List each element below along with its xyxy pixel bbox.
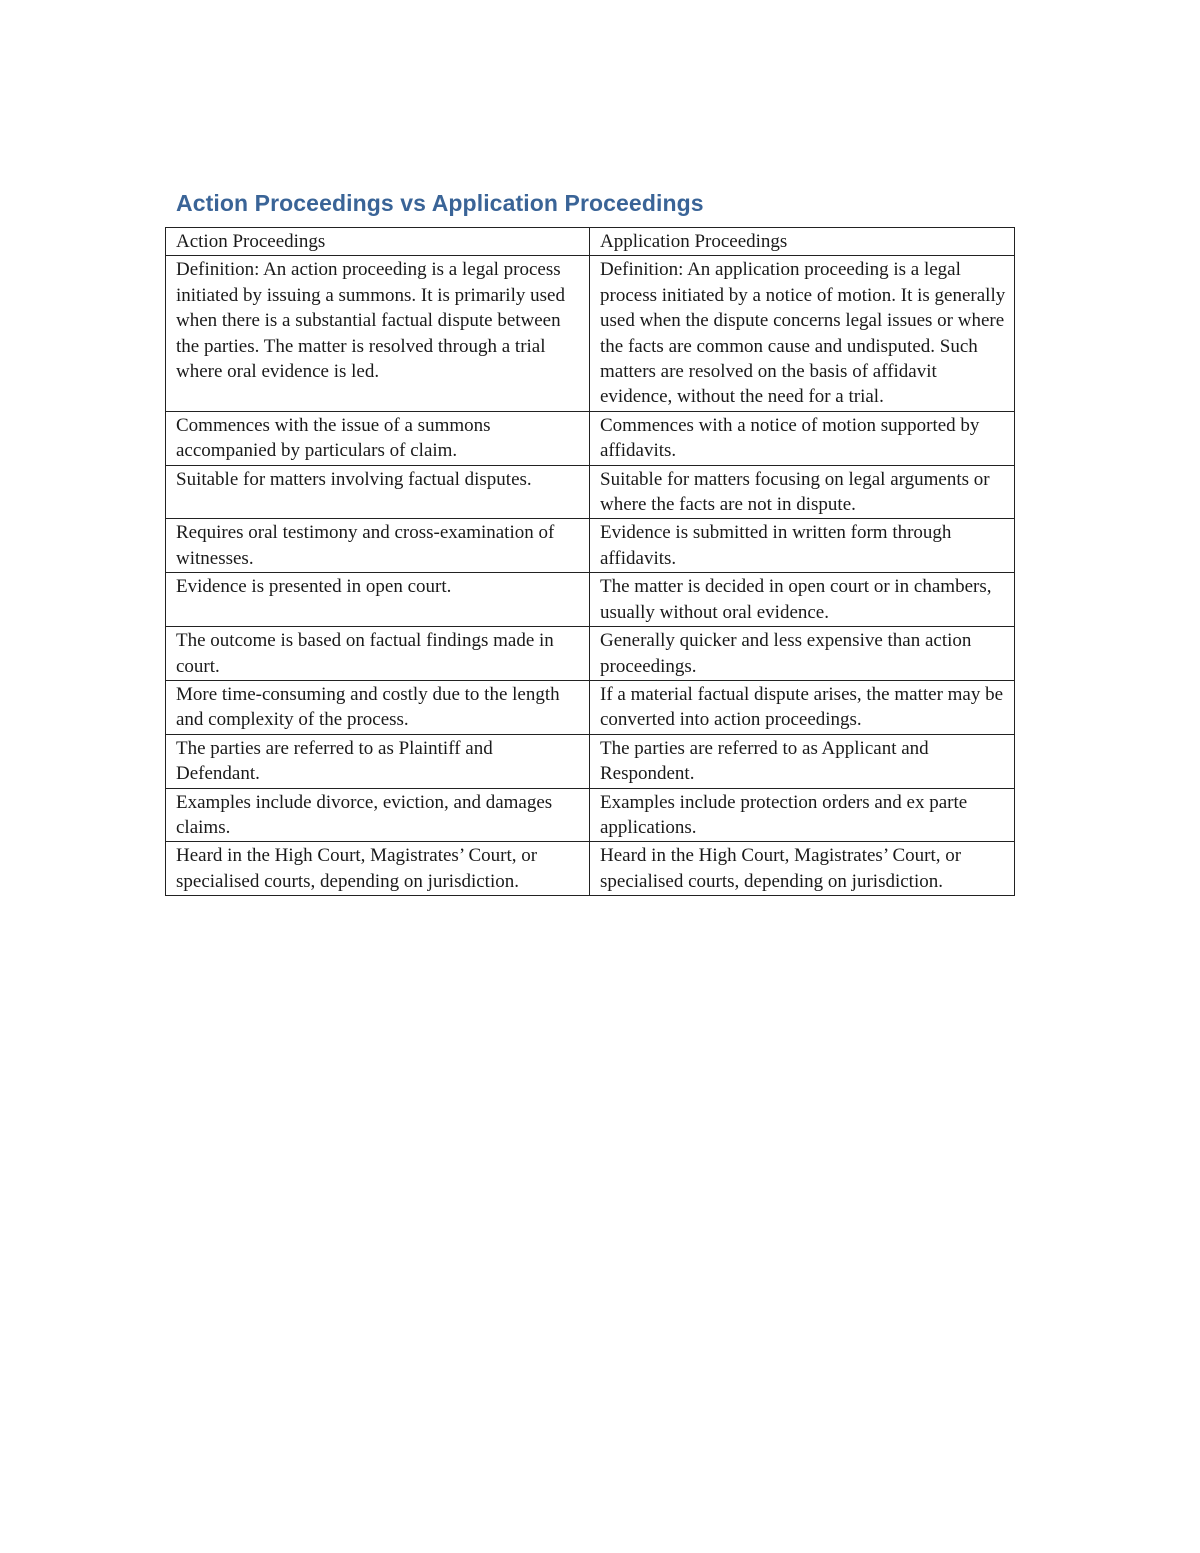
header-cell-action: Action Proceedings bbox=[166, 228, 590, 256]
cell-application: Heard in the High Court, Magistrates’ Court, or specialised courts, depending on jurisdiction. bbox=[590, 842, 1015, 896]
cell-action: Requires oral testimony and cross-examination of witnesses. bbox=[166, 519, 590, 573]
cell-action: Commences with the issue of a summons accompanied by particulars of claim. bbox=[166, 411, 590, 465]
cell-action: Definition: An action proceeding is a legal process initiated by issuing a summons. It is primarily used when there is a substantial factual dispute between the parties. The matter is resolved through a trial where oral evidence is led. bbox=[166, 256, 590, 411]
cell-application: Evidence is submitted in written form through affidavits. bbox=[590, 519, 1015, 573]
table-row bbox=[166, 680, 1015, 734]
cell-application: Definition: An application proceeding is a legal process initiated by a notice of motion. It is generally used when the dispute concerns legal issues or where the facts are common cause and undisputed. Such matters are resolved on the basis of affidavit evidence, without the need for a trial. bbox=[590, 256, 1015, 411]
header-cell-application: Application Proceedings bbox=[590, 228, 1015, 256]
table-row bbox=[166, 573, 1015, 627]
comparison-table bbox=[165, 227, 1015, 896]
table-row bbox=[166, 411, 1015, 465]
cell-application: If a material factual dispute arises, the matter may be converted into action proceedings. bbox=[590, 680, 1015, 734]
cell-application: Examples include protection orders and ex parte applications. bbox=[590, 788, 1015, 842]
cell-action: Examples include divorce, eviction, and damages claims. bbox=[166, 788, 590, 842]
table-header-row bbox=[166, 228, 1015, 256]
cell-action: Evidence is presented in open court. bbox=[166, 573, 590, 627]
document-title: Action Proceedings vs Application Proceedings bbox=[176, 190, 704, 216]
cell-application: Suitable for matters focusing on legal arguments or where the facts are not in dispute. bbox=[590, 465, 1015, 519]
cell-application: Commences with a notice of motion supported by affidavits. bbox=[590, 411, 1015, 465]
table-row bbox=[166, 519, 1015, 573]
cell-action: The parties are referred to as Plaintiff and Defendant. bbox=[166, 734, 590, 788]
cell-application: The parties are referred to as Applicant and Respondent. bbox=[590, 734, 1015, 788]
table-row bbox=[166, 627, 1015, 681]
cell-action: More time-consuming and costly due to the length and complexity of the process. bbox=[166, 680, 590, 734]
cell-action: The outcome is based on factual findings made in court. bbox=[166, 627, 590, 681]
table-row bbox=[166, 256, 1015, 411]
table-row bbox=[166, 842, 1015, 896]
cell-action: Suitable for matters involving factual disputes. bbox=[166, 465, 590, 519]
cell-application: Generally quicker and less expensive than action proceedings. bbox=[590, 627, 1015, 681]
cell-application: The matter is decided in open court or in chambers, usually without oral evidence. bbox=[590, 573, 1015, 627]
table-row bbox=[166, 734, 1015, 788]
table-row bbox=[166, 465, 1015, 519]
cell-action: Heard in the High Court, Magistrates’ Court, or specialised courts, depending on jurisdiction. bbox=[166, 842, 590, 896]
table-row bbox=[166, 788, 1015, 842]
